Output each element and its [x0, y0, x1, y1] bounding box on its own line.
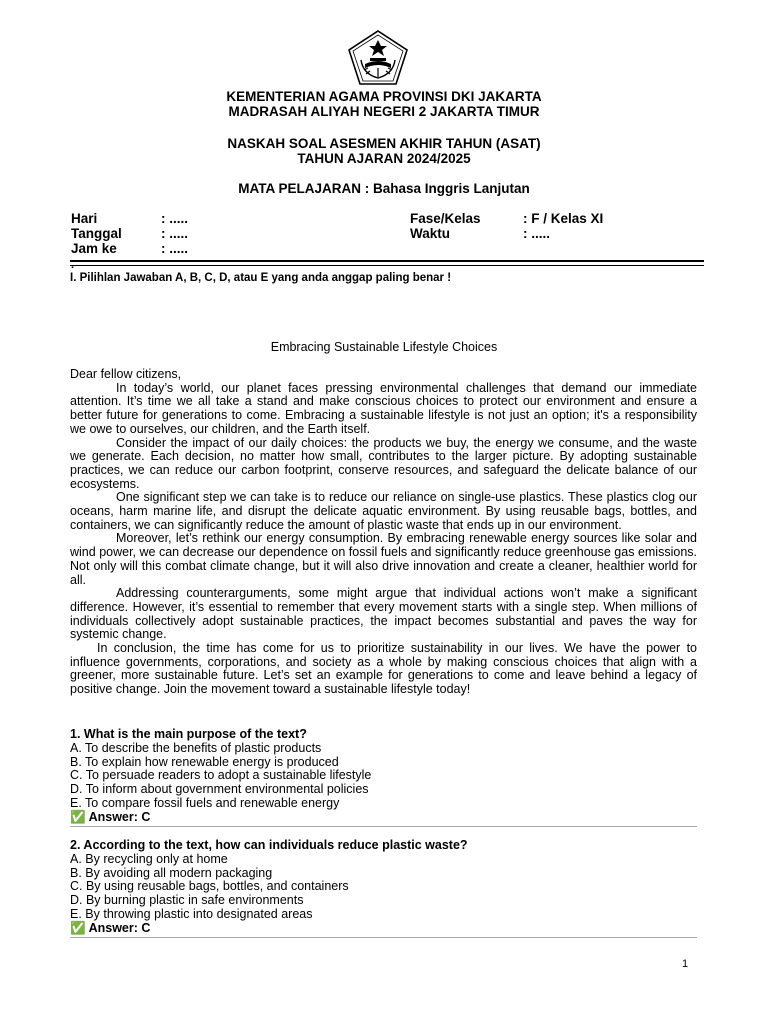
waktu-label: Waktu	[410, 226, 450, 241]
separator-line	[70, 826, 697, 827]
page-number: 1	[682, 958, 689, 970]
instruction: I. Pilihlan Jawaban A, B, C, D, atau E yang anda anggap paling benar !	[70, 272, 452, 284]
header-academic-year: TAHUN AJARAN 2024/2025	[297, 151, 471, 166]
question-block	[70, 728, 697, 827]
paragraph: Consider the impact of our daily choices: the products we buy, the energy we consume, and the waste we generate. Each decision, no matter how small, contributes to the larger picture. By adopting sustainable practices, we can reduce our carbon footprint, conserve resources, and safeguard the delicate balance of our ecosystems.	[70, 435, 697, 491]
fase-value: : F / Kelas XI	[523, 211, 604, 226]
hari-value: : .....	[161, 211, 188, 226]
header-exam-title: NASKAH SOAL ASESMEN AKHIR TAHUN (ASAT)	[227, 136, 541, 151]
reading-text	[70, 368, 697, 697]
option: C. To persuade readers to adopt a sustainable lifestyle	[70, 768, 372, 783]
tanggal-value: : .....	[161, 226, 188, 241]
jamke-value: : .....	[161, 241, 188, 256]
stray-dot: .	[71, 259, 75, 271]
ministry-emblem-icon	[347, 30, 409, 86]
option: A. By recycling only at home	[70, 851, 228, 866]
option: E. To compare fossil fuels and renewable energy	[70, 795, 340, 810]
option: C. By using reusable bags, bottles, and containers	[70, 879, 349, 894]
question-text: 1. What is the main purpose of the text?	[70, 727, 307, 741]
jamke-label: Jam ke	[71, 241, 117, 256]
text-title: Embracing Sustainable Lifestyle Choices	[270, 340, 498, 354]
hari-label: Hari	[71, 211, 98, 226]
question-block	[70, 839, 697, 938]
header-rule-thin	[70, 265, 704, 266]
separator-line	[70, 937, 697, 938]
paragraph: One significant step we can take is to reduce our reliance on single-use plastics. These plastics clog our oceans, harm marine life, and disrupt the delicate aquatic environment. By using reusable bags, bottles, and containers, we can significantly reduce the amount of plastic waste that ends up in our environment.	[70, 490, 697, 532]
header-school: MADRASAH ALIYAH NEGERI 2 JAKARTA TIMUR	[228, 104, 540, 119]
answer-key: ✅ Answer: C	[70, 809, 151, 824]
header-subject: MATA PELAJARAN : Bahasa Inggris Lanjutan	[238, 181, 530, 196]
waktu-value: : .....	[523, 226, 550, 241]
paragraph: In today’s world, our planet faces pressing environmental challenges that demand our immediate attention. It’s time we all take a stand and make conscious choices to protect our environment and ensure a better future for generations to come. Embracing a sustainable lifestyle is not just an option; it's a responsibility we owe to ourselves, our children, and the Earth itself.	[70, 380, 697, 436]
paragraph: Moreover, let’s rethink our energy consumption. By embracing renewable energy sources like solar and wind power, we can decrease our dependence on fossil fuels and significantly reduce greenhouse gas emissions. Not only will this combat climate change, but it will also drive innovation and create a cleaner, healthier world for all.	[70, 531, 697, 587]
question-text: 2. According to the text, how can individuals reduce plastic waste?	[70, 838, 468, 852]
option: B. By avoiding all modern packaging	[70, 865, 273, 880]
header-ministry: KEMENTERIAN AGAMA PROVINSI DKI JAKARTA	[226, 89, 542, 104]
option: B. To explain how renewable energy is produced	[70, 754, 339, 769]
fase-label: Fase/Kelas	[410, 211, 481, 226]
salutation: Dear fellow citizens,	[70, 367, 182, 381]
answer-key: ✅ Answer: C	[70, 920, 151, 935]
header-rule-thick	[70, 260, 704, 262]
option: D. By burning plastic in safe environments	[70, 893, 304, 908]
paragraph: In conclusion, the time has come for us to prioritize sustainability in our lives. We have the power to influence governments, corporations, and society as a whole by making conscious choices that align with a greener, more sustainable future. Let’s set an example for generations to come and leave behind a legacy of positive change. Join the movement toward a sustainable lifestyle today!	[70, 641, 697, 697]
option: E. By throwing plastic into designated areas	[70, 906, 313, 921]
option: D. To inform about government environmental policies	[70, 782, 369, 797]
tanggal-label: Tanggal	[71, 226, 122, 241]
paragraph: Addressing counterarguments, some might argue that individual actions won’t make a significant difference. However, it’s essential to remember that every movement starts with a single step. When millions of individuals collectively adopt sustainable practices, the impact becomes substantial and paves the way for systemic change.	[70, 586, 697, 642]
option: A. To describe the benefits of plastic products	[70, 740, 322, 755]
